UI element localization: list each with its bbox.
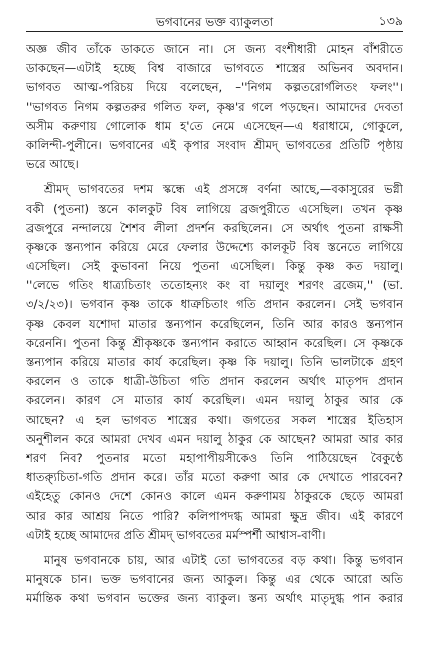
- paragraph-2: [26, 180, 403, 545]
- text-line: করলেন ও তাকে ধাত্রী-উচিতা গতি প্রদান করলেন অর্থাৎ মাতৃপদ প্রদান: [26, 374, 403, 389]
- text-line: করলেন। কারণ সে মাতার কার্য করেছিল। এমন দয়ালু ঠাকুর আর কে: [26, 393, 403, 408]
- page-number: ১৩৯: [378, 13, 403, 28]
- running-title: ভগবানের ভক্ত ব্যাকুলতা: [155, 15, 274, 29]
- text-line: কৃষ্ণ কেবল যশোদা মাতার স্তন্যপান করেছিলেন, তিনি আর কারও স্তন্যপান: [26, 316, 403, 331]
- text-line: মানুষ ভগবানকে চায়, আর এটাই তো ভাগবতের বড় কথা। কিন্তু ভগবান: [44, 552, 403, 567]
- text-line: ভরে আছে।: [26, 157, 79, 172]
- text-line: কৃষ্ণকে স্তন্যপান করিয়ে মেরে ফেলার উদ্দেশ্যে কালকূট বিষ স্তনেতে লাগিয়ে: [26, 239, 403, 254]
- text-line: কালিন্দী-পুলীনে। ভগবানের এই কৃপার সংবাদ শ্রীমদ্ ভাগবতের প্রতিটি পৃষ্ঠায়: [26, 137, 403, 152]
- text-line: বকী (পুতনা) স্তনে কালকুট বিষ লাগিয়ে ব্রজপুরীতে এসেছিল। তখন কৃষ্ণ: [26, 201, 403, 216]
- text-line: আছেন? এ হল ভাগবত শাস্ত্রের কথা। জগতের সকল শাস্ত্রের ইতিহাস: [26, 412, 403, 427]
- text-line: মানুষকে চান। ভক্ত ভগবানের জন্য আকুল। কিন্তু এর থেকে আরো অতি: [26, 572, 403, 587]
- paragraph-3: [26, 551, 403, 609]
- text-line: ভাগবত আত্ম-পরিচয় দিয়ে বলেছেন, –''নিগম কল্পতরোর্গলিতং ফলং''।: [26, 80, 403, 95]
- text-line: অসীম করুণায় গোলোক ধাম হ'তে নেমে এসেছেন—এ ধরাধামে, গোকুলে,: [26, 118, 403, 133]
- text-line: ৩/২/২৩)। ভগবান কৃষ্ণ তাকে ধাত্রুচিতাং গতি প্রদান করলেন। সেই ভগবান: [26, 297, 403, 312]
- text-line: ''লেভে গতিং ধাত্র্যচিতাং ততোহন্যং কং বা দয়ালুং শরণং ব্রজেম,'' (ভা.: [26, 278, 403, 293]
- text-line: স্তন্যপান করিয়ে মাতার কার্য করেছিল। কৃষ্ণ কি দয়ালু। তিনি ভালটাকে গ্রহণ: [26, 355, 403, 369]
- text-line: এসেছিল। সেই কুভাবনা নিয়ে পুতনা এসেছিল। কিন্তু কৃষ্ণ কত দয়ালু।: [26, 259, 403, 274]
- header-rule: [26, 31, 403, 32]
- text-line: শ্রীমদ্ ভাগবতের দশম স্কন্ধে এই প্রসঙ্গে বর্ণনা আছে,—বকাসুরের ভগ্নী: [44, 182, 403, 197]
- text-line: করেননি। পুতনা কিন্তু শ্রীকৃষ্ণকে স্তন্যপান করাতে আহ্বান করেছিল। সে কৃষ্ণকে: [26, 335, 403, 350]
- text-line: ''ভাগবত নিগম কল্পতরুর গলিত ফল, কৃষ্ণ'র গলে পড়ছেন। আমাদের দেবতা: [26, 99, 403, 114]
- page-header: [26, 0, 403, 30]
- text-line: ডাকছেন—এটাই হচ্ছে বিশ্ব বাজারে ভাগবতে শাস্ত্রের অভিনব অবদান।: [26, 61, 403, 76]
- text-line: এটাই হচ্ছে আমাদের প্রতি শ্রীমদ্ ভাগবতের মর্মস্পর্শী আশ্বাস-বাণী।: [26, 527, 326, 542]
- text-line: আর কার আশ্রয় নিতে পারি? কলিপাপদগ্ধ আমরা ক্ষুদ্র জীব। এই কারণে: [26, 508, 403, 523]
- text-line: অনুশীলন করে আমরা দেখব এমন দয়ালু ঠাকুর কে আছেন? আমরা আর কার: [26, 431, 403, 446]
- text-line: ব্রজপুরে নন্দালয়ে শৈশব লীলা প্রদর্শন করছিলেন। সে অর্থাৎ পুতনা রাক্ষসী: [26, 220, 403, 235]
- paragraph-1: [26, 40, 403, 174]
- page-body: [26, 40, 403, 608]
- text-line: অজ্ঞ জীব তাঁকে ডাকতে জানে না। সে জন্য বংশীধারী মোহন বাঁশরীতে: [26, 42, 403, 56]
- text-line: ধাত্র্যুচিতা-গতি প্রদান করে। তাঁর মতো করুণা আর কে দেখাতে পারবেন?: [26, 470, 403, 485]
- text-line: এইহেতু কোনও দেশে কোনও কালে এমন করুণাময় ঠাকুরকে ছেড়ে আমরা: [26, 489, 403, 504]
- text-line: মর্মান্তিক কথা ভগবান ভক্তের জন্য ব্যাকুল। স্তন্য অর্থাৎ মাতৃদুগ্ধ পান করার: [26, 591, 403, 606]
- text-line: শরণ নিব? পুতনার মতো মহাপাপীয়সীকেও তিনি পাঠিয়েছেন বৈকুণ্ঠে: [26, 450, 403, 465]
